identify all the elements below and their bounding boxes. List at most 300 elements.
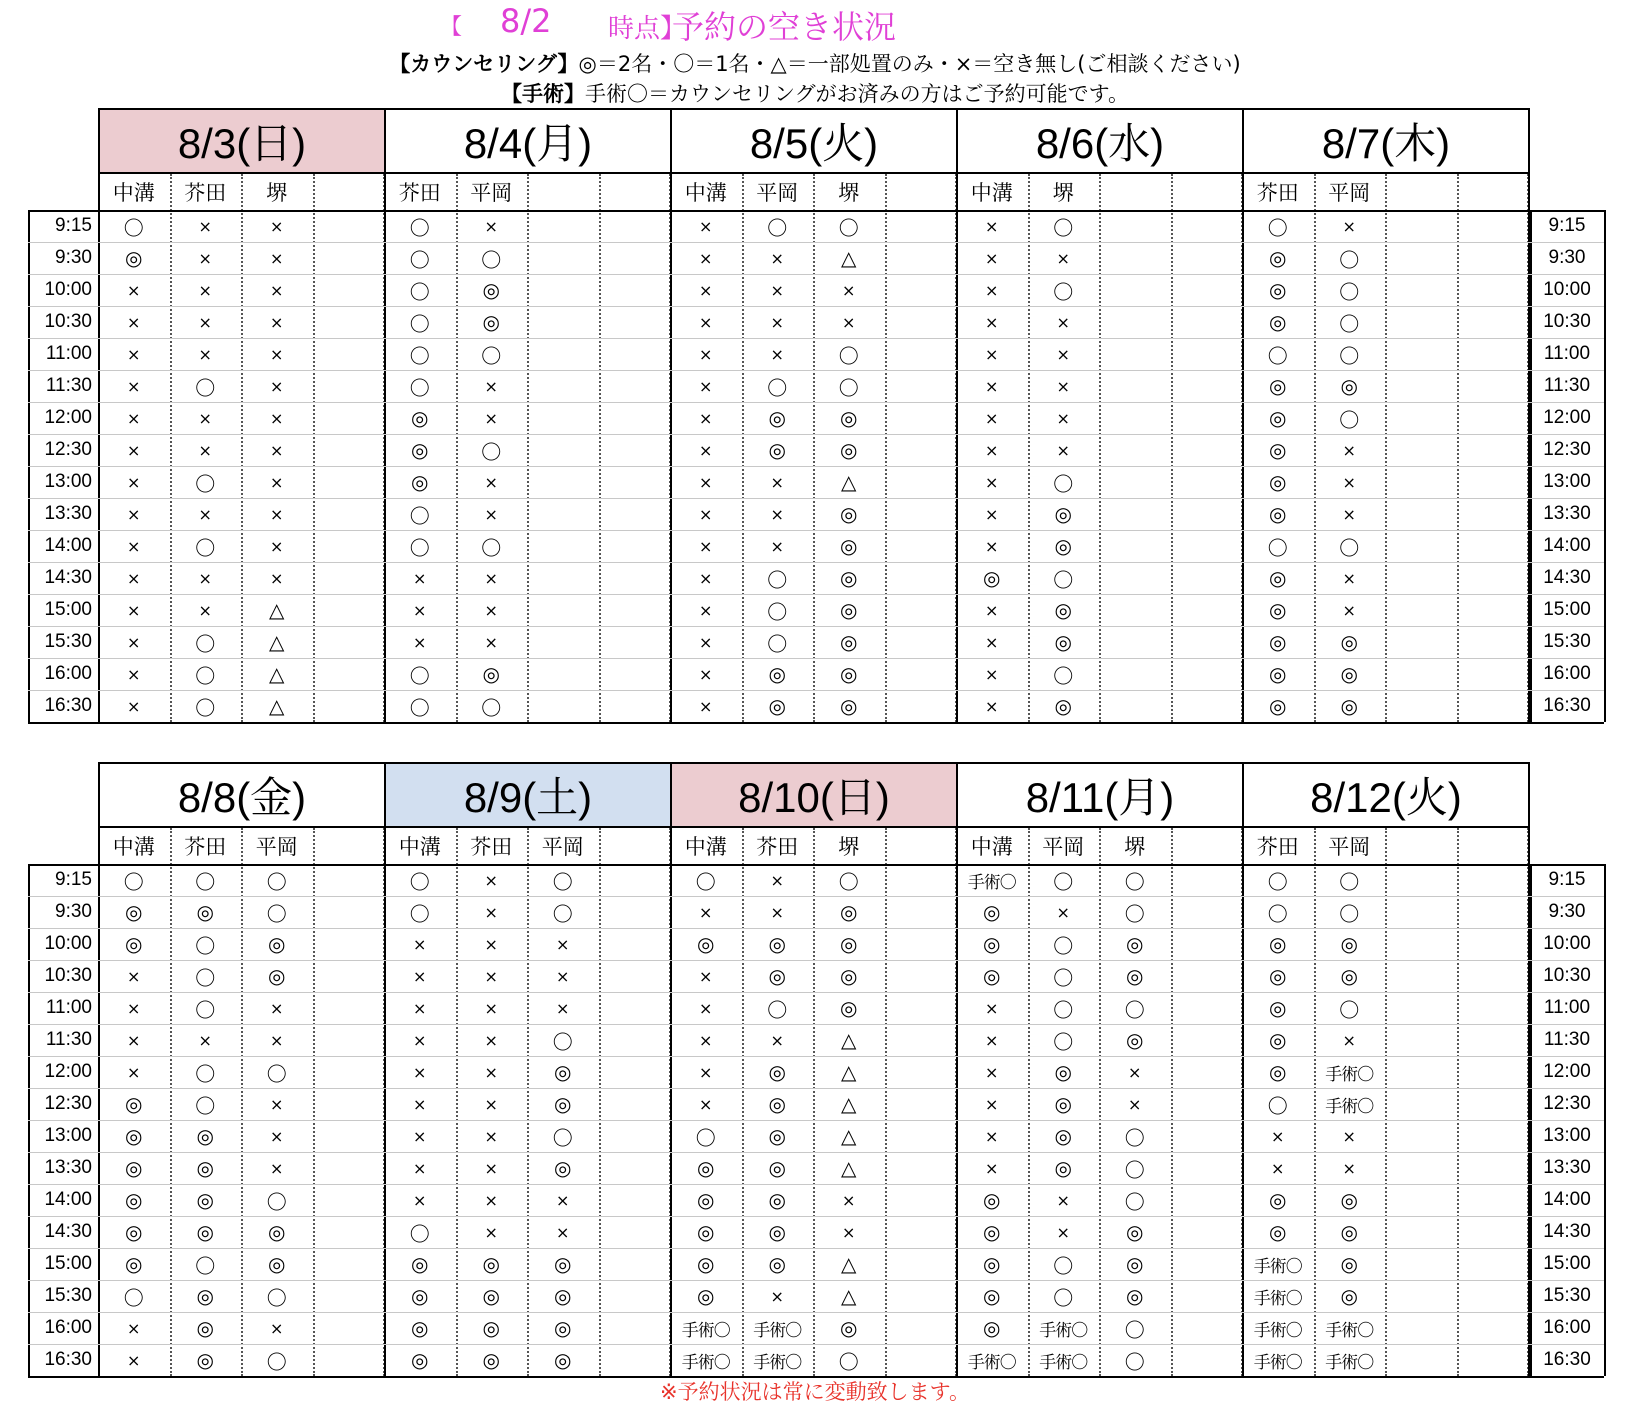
- availability-cell: 〇: [1267, 901, 1288, 926]
- row-separator: [28, 690, 1604, 691]
- staff-header: 中溝: [684, 181, 727, 205]
- availability-cell: ◎: [268, 1220, 286, 1244]
- row-separator: [28, 498, 1604, 499]
- time-label-left: 12:30: [44, 439, 92, 460]
- availability-cell: ×: [270, 1126, 284, 1146]
- availability-cell: 手術〇: [1253, 1288, 1302, 1309]
- availability-cell: 〇: [409, 215, 430, 240]
- availability-cell: ×: [127, 536, 141, 556]
- availability-cell: ◎: [1054, 1092, 1072, 1116]
- availability-cell: ◎: [768, 1220, 786, 1244]
- time-label-right: 15:00: [1543, 1253, 1591, 1274]
- time-label-left: 16:30: [44, 695, 92, 716]
- availability-cell: 〇: [1124, 869, 1145, 894]
- availability-cell: 〇: [409, 663, 430, 688]
- availability-cell: ◎: [1269, 964, 1287, 988]
- availability-cell: ◎: [1269, 246, 1287, 270]
- time-label-right: 10:30: [1543, 311, 1591, 332]
- availability-cell: ◎: [268, 932, 286, 956]
- staff-header-empty: [1457, 174, 1529, 210]
- column-divider: [1099, 174, 1101, 722]
- availability-cell: 〇: [1124, 997, 1145, 1022]
- availability-cell: ◎: [1340, 694, 1358, 718]
- staff-header: 中溝: [112, 835, 155, 859]
- time-label-right: 10:30: [1543, 965, 1591, 986]
- availability-cell: ◎: [196, 1188, 214, 1212]
- availability-cell: ◎: [482, 278, 500, 302]
- availability-cell: ◎: [1269, 1188, 1287, 1212]
- availability-cell: ◎: [697, 1156, 715, 1180]
- availability-cell: ◎: [768, 1060, 786, 1084]
- row-separator: [28, 1216, 1604, 1217]
- availability-cell: ◎: [1269, 310, 1287, 334]
- legend-surgery-text: 手術〇＝カウンセリングがお済みの方はご予約可能です。: [585, 82, 1129, 106]
- availability-cell: ×: [699, 344, 713, 364]
- staff-header-empty: [885, 174, 957, 210]
- row-separator: [28, 434, 1604, 435]
- availability-cell: ◎: [1340, 662, 1358, 686]
- time-label-left: 10:30: [44, 965, 92, 986]
- staff-header: 中溝: [970, 835, 1013, 859]
- availability-cell: 〇: [123, 215, 144, 240]
- availability-cell: ◎: [983, 1284, 1001, 1308]
- availability-cell: ×: [127, 472, 141, 492]
- availability-cell: 〇: [409, 247, 430, 272]
- staff-header: 平岡: [541, 835, 584, 859]
- availability-cell: ◎: [482, 662, 500, 686]
- time-label-left: 15:30: [44, 631, 92, 652]
- footer-note: ※予約状況は常に変動致します。: [660, 1380, 970, 1404]
- row-separator: [28, 1248, 1604, 1249]
- staff-header-empty: [313, 174, 385, 210]
- availability-cell: 〇: [481, 695, 502, 720]
- availability-cell: ◎: [983, 1252, 1001, 1276]
- availability-cell: ×: [413, 632, 427, 652]
- availability-cell: ◎: [1340, 374, 1358, 398]
- availability-cell: ×: [413, 1062, 427, 1082]
- availability-cell: ◎: [1340, 1220, 1358, 1244]
- availability-cell: ◎: [983, 1316, 1001, 1340]
- availability-cell: ◎: [196, 1220, 214, 1244]
- availability-cell: 手術〇: [1253, 1352, 1302, 1373]
- availability-cell: △: [269, 598, 285, 622]
- availability-cell: ×: [127, 632, 141, 652]
- staff-header-empty: [527, 174, 599, 210]
- time-label-right: 9:15: [1548, 869, 1586, 890]
- availability-cell: △: [841, 246, 857, 270]
- availability-cell: ◎: [1340, 964, 1358, 988]
- time-label-left: 10:00: [44, 933, 92, 954]
- availability-cell: 〇: [767, 215, 788, 240]
- availability-cell: ×: [413, 1094, 427, 1114]
- availability-cell: ◎: [1269, 406, 1287, 430]
- availability-cell: ×: [127, 664, 141, 684]
- availability-cell: 〇: [1053, 215, 1074, 240]
- availability-cell: ×: [699, 536, 713, 556]
- availability-cell: ×: [484, 1158, 498, 1178]
- time-label-right: 14:30: [1543, 567, 1591, 588]
- availability-cell: ◎: [1054, 598, 1072, 622]
- availability-cell: ◎: [411, 1284, 429, 1308]
- availability-cell: ×: [270, 472, 284, 492]
- availability-cell: ◎: [983, 566, 1001, 590]
- availability-cell: ×: [985, 248, 999, 268]
- availability-cell: ×: [985, 1094, 999, 1114]
- availability-cell: ×: [842, 280, 856, 300]
- time-label-right: 11:30: [1543, 1029, 1591, 1050]
- availability-cell: ◎: [554, 1284, 572, 1308]
- availability-cell: ×: [1056, 902, 1070, 922]
- availability-cell: ×: [413, 1030, 427, 1050]
- right-border: [1604, 864, 1606, 1376]
- availability-cell: ×: [484, 1094, 498, 1114]
- availability-cell: 〇: [409, 535, 430, 560]
- title-as-of: 時点】: [608, 14, 687, 44]
- availability-cell: ×: [770, 312, 784, 332]
- availability-cell: ×: [1128, 1094, 1142, 1114]
- availability-cell: 〇: [195, 1061, 216, 1086]
- availability-cell: ×: [985, 440, 999, 460]
- availability-cell: ×: [556, 998, 570, 1018]
- availability-cell: ×: [270, 344, 284, 364]
- availability-cell: ◎: [196, 1156, 214, 1180]
- time-label-left: 16:00: [44, 1317, 92, 1338]
- header-line: [98, 172, 1530, 174]
- column-divider: [1385, 174, 1387, 722]
- availability-cell: ×: [127, 344, 141, 364]
- row-separator: [28, 338, 1604, 339]
- row-separator: [28, 1152, 1604, 1153]
- availability-cell: ×: [1056, 376, 1070, 396]
- availability-cell: ◎: [840, 1316, 858, 1340]
- time-label-right: 9:15: [1548, 215, 1586, 236]
- availability-cell: 〇: [1267, 343, 1288, 368]
- availability-cell: 〇: [266, 1061, 287, 1086]
- time-label-left: 13:30: [44, 1157, 92, 1178]
- availability-cell: ◎: [482, 310, 500, 334]
- row-separator: [28, 274, 1604, 275]
- availability-cell: ×: [699, 280, 713, 300]
- staff-header: 中溝: [398, 835, 441, 859]
- availability-cell: ×: [270, 312, 284, 332]
- availability-cell: ×: [1342, 504, 1356, 524]
- availability-cell: 〇: [1053, 1029, 1074, 1054]
- availability-cell: ×: [770, 902, 784, 922]
- availability-cell: ×: [1056, 344, 1070, 364]
- availability-cell: ◎: [1340, 630, 1358, 654]
- availability-cell: ×: [1056, 1190, 1070, 1210]
- availability-cell: 〇: [266, 1349, 287, 1374]
- availability-cell: 〇: [1053, 1253, 1074, 1278]
- availability-cell: 〇: [409, 869, 430, 894]
- availability-cell: ×: [985, 1158, 999, 1178]
- availability-cell: ×: [484, 632, 498, 652]
- staff-header: 堺: [838, 835, 860, 859]
- availability-cell: ×: [413, 934, 427, 954]
- availability-cell: 手術〇: [967, 872, 1016, 893]
- availability-cell: ◎: [411, 1252, 429, 1276]
- availability-cell: 〇: [195, 1093, 216, 1118]
- availability-cell: ◎: [482, 1348, 500, 1372]
- availability-cell: ◎: [1269, 598, 1287, 622]
- grid-top-line: [28, 864, 1604, 866]
- availability-cell: ◎: [1269, 1060, 1287, 1084]
- time-label-left: 13:00: [44, 1125, 92, 1146]
- availability-cell: 〇: [1339, 247, 1360, 272]
- title-date: 8/2: [500, 2, 552, 40]
- availability-cell: ×: [1056, 248, 1070, 268]
- availability-cell: ◎: [983, 900, 1001, 924]
- availability-cell: △: [841, 1060, 857, 1084]
- availability-cell: ×: [985, 664, 999, 684]
- availability-cell: ◎: [840, 598, 858, 622]
- availability-cell: 手術〇: [1039, 1320, 1088, 1341]
- availability-cell: 〇: [1339, 311, 1360, 336]
- row-separator: [28, 1056, 1604, 1057]
- availability-cell: ◎: [697, 1284, 715, 1308]
- time-label-right: 11:00: [1543, 997, 1591, 1018]
- availability-cell: ×: [270, 998, 284, 1018]
- time-label-left: 14:30: [44, 567, 92, 588]
- availability-cell: ◎: [983, 1188, 1001, 1212]
- availability-cell: 〇: [1267, 215, 1288, 240]
- availability-cell: ×: [127, 280, 141, 300]
- availability-cell: 〇: [767, 997, 788, 1022]
- staff-header: 芥田: [398, 181, 441, 205]
- availability-cell: ◎: [840, 534, 858, 558]
- availability-cell: 手術〇: [753, 1352, 802, 1373]
- availability-cell: ◎: [840, 996, 858, 1020]
- availability-cell: 〇: [1339, 279, 1360, 304]
- availability-cell: ×: [127, 440, 141, 460]
- staff-header: 堺: [266, 181, 288, 205]
- availability-cell: ×: [699, 408, 713, 428]
- availability-cell: ◎: [125, 1156, 143, 1180]
- column-divider: [313, 174, 315, 722]
- availability-cell: 〇: [1053, 965, 1074, 990]
- availability-cell: 〇: [838, 215, 859, 240]
- availability-cell: ◎: [768, 438, 786, 462]
- availability-cell: 〇: [1053, 933, 1074, 958]
- availability-cell: ×: [484, 472, 498, 492]
- availability-cell: 〇: [767, 567, 788, 592]
- time-label-right: 16:00: [1543, 663, 1591, 684]
- availability-cell: 〇: [481, 439, 502, 464]
- availability-cell: ×: [556, 934, 570, 954]
- availability-cell: ◎: [768, 1188, 786, 1212]
- legend-surgery-label: 【手術】: [501, 82, 586, 106]
- availability-cell: △: [841, 470, 857, 494]
- row-separator: [28, 896, 1604, 897]
- row-separator: [28, 928, 1604, 929]
- availability-cell: ×: [127, 504, 141, 524]
- availability-cell: 〇: [1124, 1189, 1145, 1214]
- availability-cell: ×: [127, 600, 141, 620]
- day-header: 8/8(金): [98, 762, 386, 828]
- availability-cell: ◎: [196, 1348, 214, 1372]
- time-label-left: 10:00: [44, 279, 92, 300]
- availability-cell: ◎: [840, 964, 858, 988]
- row-separator: [28, 658, 1604, 659]
- time-label-left: 14:30: [44, 1221, 92, 1242]
- staff-header-empty: [885, 828, 957, 864]
- availability-cell: ◎: [768, 406, 786, 430]
- availability-cell: 手術〇: [1253, 1256, 1302, 1277]
- availability-cell: ◎: [697, 1220, 715, 1244]
- availability-cell: ◎: [554, 1092, 572, 1116]
- availability-cell: ×: [198, 280, 212, 300]
- availability-cell: 〇: [1053, 869, 1074, 894]
- availability-cell: ×: [198, 504, 212, 524]
- time-label-right: 9:30: [1548, 247, 1586, 268]
- availability-cell: ×: [985, 998, 999, 1018]
- time-label-left: 14:00: [44, 1189, 92, 1210]
- availability-cell: ×: [770, 472, 784, 492]
- legend-surgery: [0, 78, 1630, 108]
- availability-cell: 〇: [1124, 901, 1145, 926]
- availability-cell: 〇: [195, 471, 216, 496]
- availability-cell: ×: [699, 472, 713, 492]
- header-line: [98, 826, 1530, 828]
- staff-header: 堺: [838, 181, 860, 205]
- staff-header-empty: [1099, 174, 1171, 210]
- availability-cell: ◎: [411, 438, 429, 462]
- availability-cell: ×: [699, 312, 713, 332]
- availability-cell: ◎: [768, 694, 786, 718]
- availability-cell: ◎: [768, 1252, 786, 1276]
- availability-cell: 手術〇: [1325, 1352, 1374, 1373]
- time-label-right: 15:30: [1543, 1285, 1591, 1306]
- availability-cell: ◎: [1054, 1156, 1072, 1180]
- availability-cell: 手術〇: [1253, 1320, 1302, 1341]
- availability-cell: ×: [127, 376, 141, 396]
- right-border: [1604, 210, 1606, 722]
- availability-cell: 〇: [1339, 997, 1360, 1022]
- availability-cell: ◎: [411, 1316, 429, 1340]
- time-label-left: 11:00: [45, 343, 92, 364]
- availability-cell: ×: [484, 504, 498, 524]
- row-separator: [28, 992, 1604, 993]
- availability-cell: ◎: [1340, 1188, 1358, 1212]
- availability-cell: ◎: [983, 1220, 1001, 1244]
- staff-header: 芥田: [184, 835, 227, 859]
- availability-cell: 〇: [409, 343, 430, 368]
- availability-cell: ×: [699, 504, 713, 524]
- time-label-right: 16:00: [1543, 1317, 1591, 1338]
- legend-counseling-label: 【カウンセリング】: [389, 52, 579, 76]
- availability-cell: ◎: [125, 1220, 143, 1244]
- availability-cell: ×: [770, 504, 784, 524]
- availability-cell: ×: [127, 312, 141, 332]
- staff-header: 中溝: [684, 835, 727, 859]
- availability-cell: ×: [127, 966, 141, 986]
- column-divider: [1457, 828, 1459, 1376]
- time-label-left: 11:00: [45, 997, 92, 1018]
- staff-header: 平岡: [255, 835, 298, 859]
- availability-cell: ◎: [125, 1188, 143, 1212]
- row-separator: [28, 1344, 1604, 1345]
- column-divider: [527, 174, 529, 722]
- time-label-right: 14:00: [1543, 1189, 1591, 1210]
- time-label-left: 13:00: [44, 471, 92, 492]
- availability-cell: ×: [413, 1126, 427, 1146]
- availability-cell: ×: [270, 376, 284, 396]
- availability-cell: ◎: [1269, 1220, 1287, 1244]
- availability-cell: ×: [198, 568, 212, 588]
- availability-cell: ×: [985, 504, 999, 524]
- availability-cell: ◎: [768, 964, 786, 988]
- row-separator: [28, 1088, 1604, 1089]
- staff-header: 平岡: [1042, 835, 1085, 859]
- row-separator: [28, 402, 1604, 403]
- availability-cell: ◎: [1054, 534, 1072, 558]
- availability-cell: 〇: [1124, 1349, 1145, 1374]
- availability-cell: ×: [484, 902, 498, 922]
- column-divider: [1171, 828, 1173, 1376]
- availability-cell: ×: [985, 312, 999, 332]
- availability-cell: ×: [127, 1062, 141, 1082]
- time-label-left: 12:00: [44, 407, 92, 428]
- availability-cell: 〇: [767, 375, 788, 400]
- availability-cell: ◎: [840, 694, 858, 718]
- availability-cell: ×: [127, 1318, 141, 1338]
- time-label-right: 12:30: [1543, 1093, 1591, 1114]
- availability-cell: ◎: [840, 662, 858, 686]
- availability-cell: ◎: [840, 406, 858, 430]
- staff-header-empty: [1385, 828, 1457, 864]
- availability-cell: ×: [985, 472, 999, 492]
- availability-cell: ×: [270, 568, 284, 588]
- availability-cell: 〇: [767, 599, 788, 624]
- availability-cell: ◎: [268, 964, 286, 988]
- availability-cell: ◎: [125, 246, 143, 270]
- availability-cell: ◎: [482, 1316, 500, 1340]
- staff-header-empty: [313, 828, 385, 864]
- row-separator: [28, 562, 1604, 563]
- availability-cell: ×: [270, 1094, 284, 1114]
- availability-cell: ×: [270, 536, 284, 556]
- availability-cell: △: [269, 630, 285, 654]
- staff-header-empty: [599, 828, 671, 864]
- availability-cell: 〇: [481, 247, 502, 272]
- availability-cell: 〇: [1053, 279, 1074, 304]
- availability-cell: 〇: [767, 631, 788, 656]
- time-label-left: 13:30: [44, 503, 92, 524]
- availability-cell: ◎: [1054, 630, 1072, 654]
- availability-cell: ×: [413, 600, 427, 620]
- availability-cell: ◎: [1126, 964, 1144, 988]
- availability-cell: ×: [699, 1094, 713, 1114]
- time-label-left: 15:00: [44, 599, 92, 620]
- availability-cell: ×: [270, 440, 284, 460]
- availability-cell: ◎: [125, 900, 143, 924]
- staff-header: 平岡: [1328, 835, 1371, 859]
- availability-cell: 〇: [1124, 1125, 1145, 1150]
- availability-cell: ×: [842, 1222, 856, 1242]
- availability-cell: 〇: [1053, 1285, 1074, 1310]
- availability-cell: ◎: [1126, 1284, 1144, 1308]
- availability-cell: ×: [699, 216, 713, 236]
- availability-cell: 〇: [266, 1189, 287, 1214]
- availability-cell: 〇: [195, 663, 216, 688]
- availability-cell: ×: [198, 600, 212, 620]
- availability-cell: ◎: [196, 1124, 214, 1148]
- availability-cell: ◎: [1269, 374, 1287, 398]
- availability-cell: ◎: [1269, 630, 1287, 654]
- availability-cell: 〇: [1053, 997, 1074, 1022]
- availability-cell: ×: [270, 504, 284, 524]
- row-separator: [28, 1184, 1604, 1185]
